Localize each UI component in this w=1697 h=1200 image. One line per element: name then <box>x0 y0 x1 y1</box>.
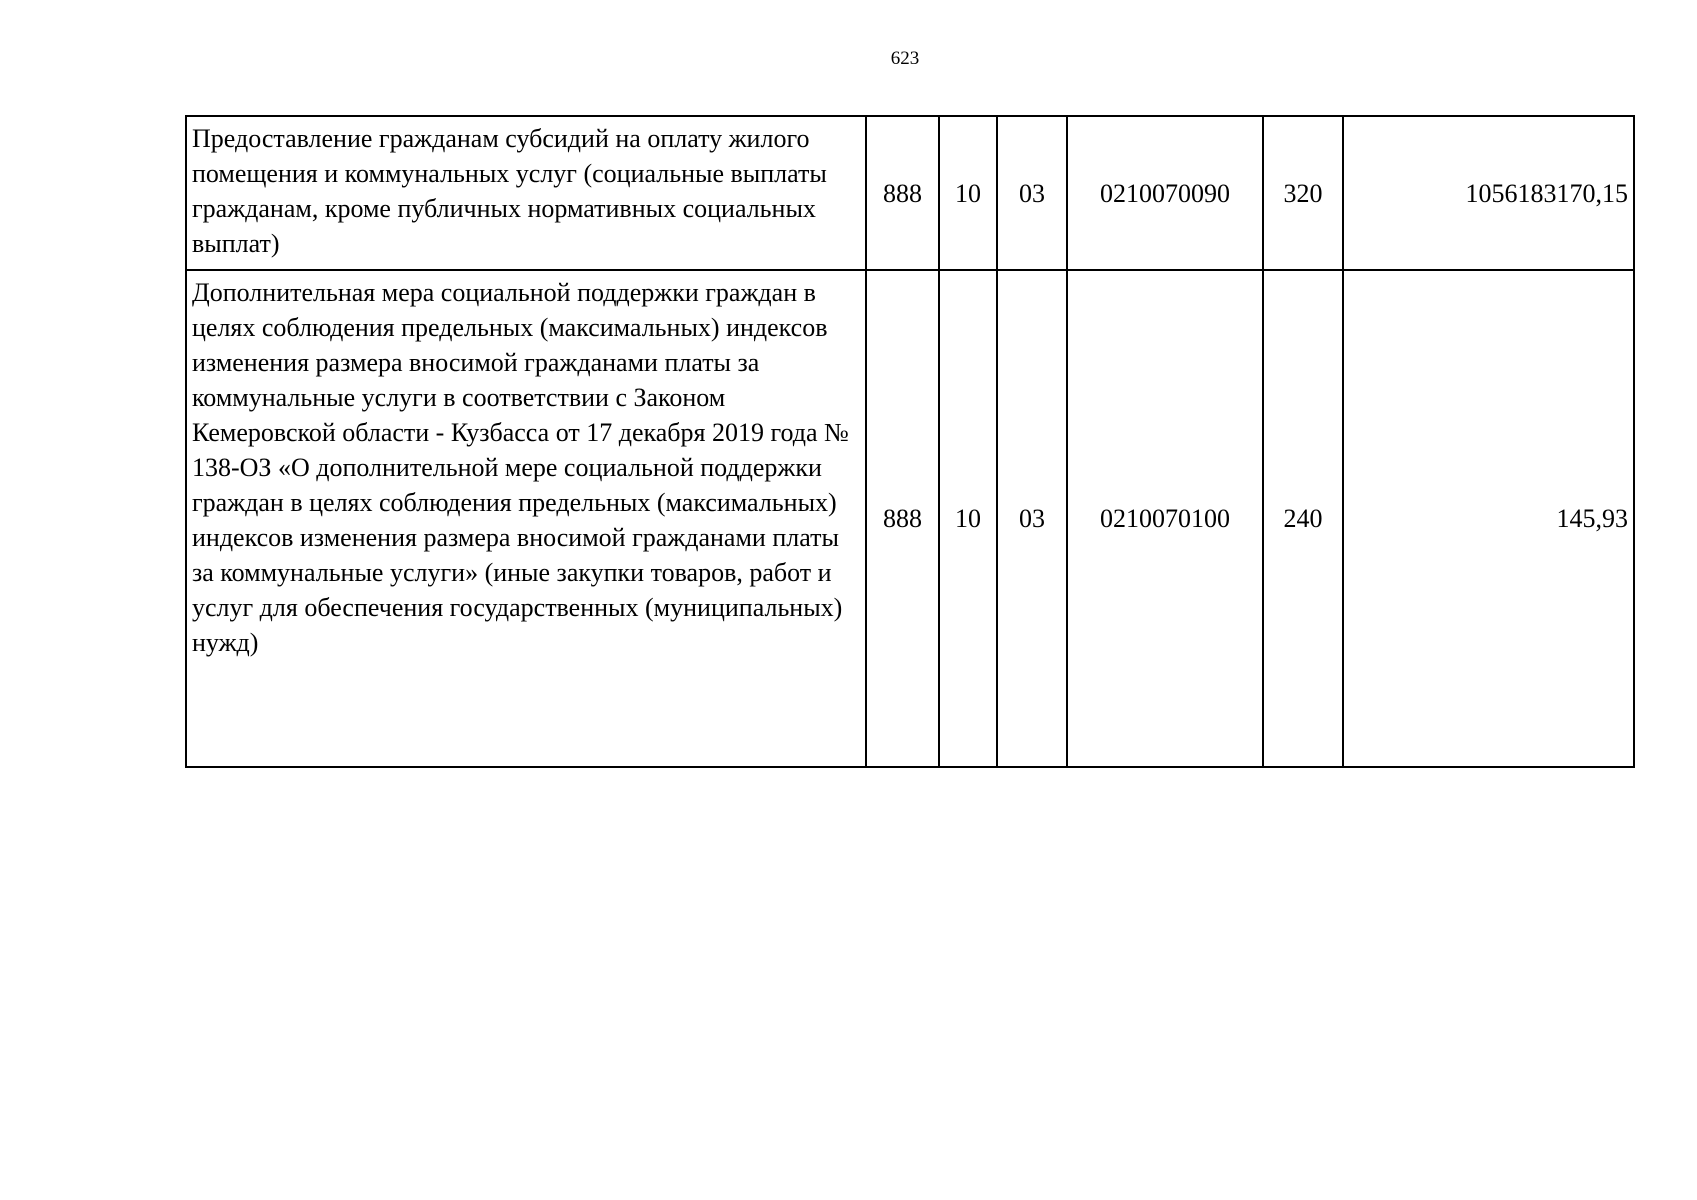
section-code-cell: 10 <box>939 270 997 767</box>
expense-name-cell: Предоставление гражданам субсидий на оплату жилого помещения и коммунальных услуг (социальные выплаты гражданам, кроме публичных нормативных социальных выплат) <box>186 116 866 270</box>
expense-type-code-cell: 240 <box>1263 270 1343 767</box>
grbs-code-cell: 888 <box>866 116 939 270</box>
table-row <box>186 270 1634 767</box>
target-article-code-cell: 0210070100 <box>1067 270 1263 767</box>
subsection-code-cell: 03 <box>997 270 1067 767</box>
amount-cell: 1056183170,15 <box>1343 116 1634 270</box>
page-number: 623 <box>890 48 920 69</box>
table-row <box>186 116 1634 270</box>
subsection-code-cell: 03 <box>997 116 1067 270</box>
expense-type-code-cell: 320 <box>1263 116 1343 270</box>
grbs-code-cell: 888 <box>866 270 939 767</box>
section-code-cell: 10 <box>939 116 997 270</box>
target-article-code-cell: 0210070090 <box>1067 116 1263 270</box>
budget-table <box>185 115 1635 768</box>
expense-name-cell: Дополнительная мера социальной поддержки граждан в целях соблюдения предельных (максимальных) индексов изменения размера вносимой гражданами платы за коммунальные услуги в соответствии с Законом Кемеровской области - Кузбасса от 17 декабря 2019 года № 138-ОЗ «О дополнительной мере социальной поддержки граждан в целях соблюдения предельных (максимальных) индексов изменения размера вносимой гражданами платы за коммунальные услуги» (иные закупки товаров, работ и услуг для обеспечения государственных (муниципальных) нужд) <box>186 270 866 767</box>
amount-cell: 145,93 <box>1343 270 1634 767</box>
